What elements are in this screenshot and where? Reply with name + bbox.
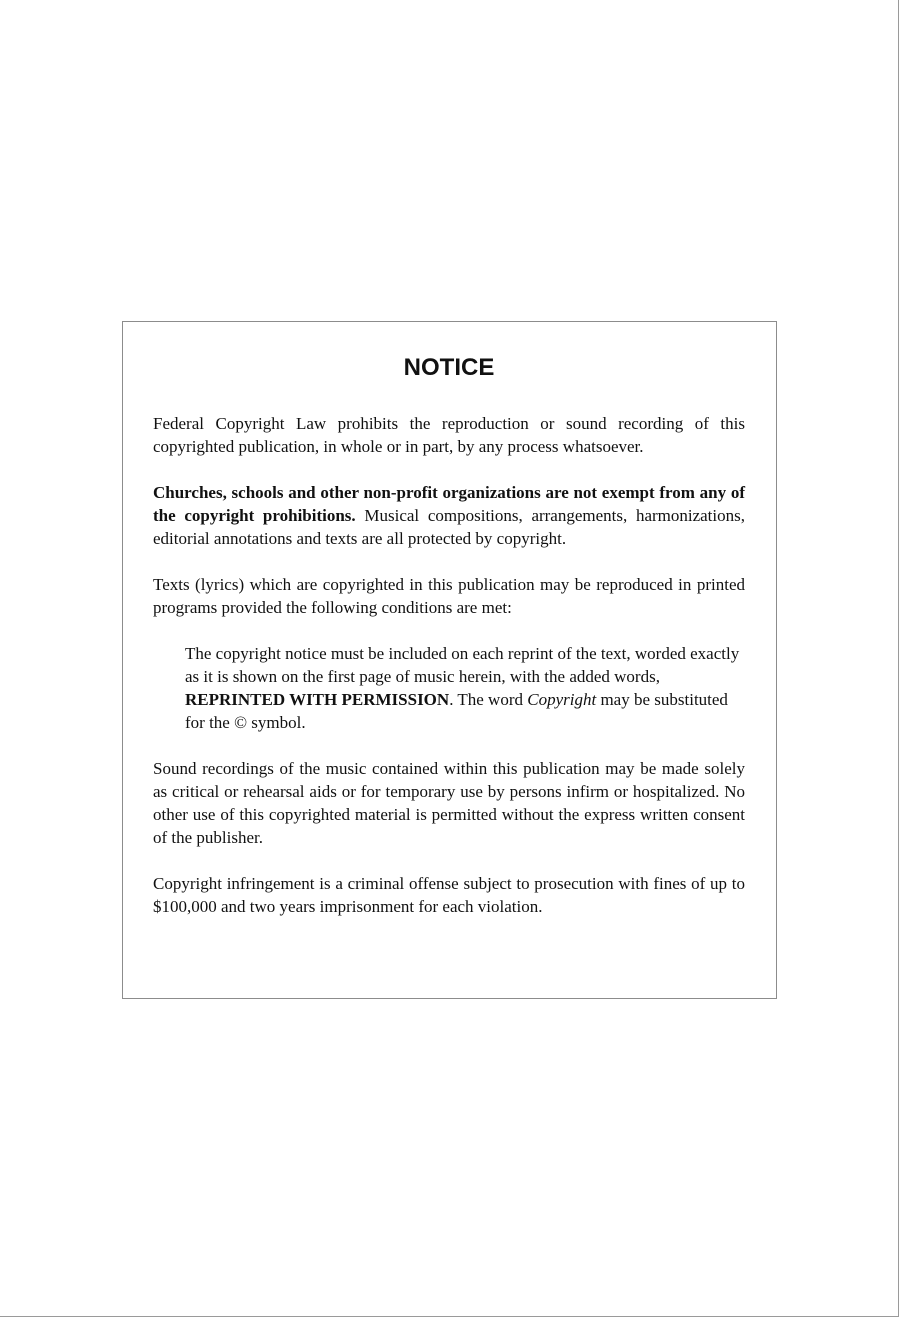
paragraph-not-exempt: [153, 481, 745, 550]
copyright-word-italic: Copyright: [527, 690, 597, 709]
paragraph-reprint-condition: [185, 642, 745, 734]
reprinted-with-permission-text: REPRINTED WITH PERMISSION: [185, 690, 450, 709]
paragraph-lyrics-conditions: Texts (lyrics) which are copyrighted in this publication may be reproduced in printed programs provided the following conditions are met:: [153, 575, 745, 617]
paragraph-infringement: Copyright infringement is a criminal offense subject to prosecution with fines of up to $100,000 and two years imprisonment for each violation.: [153, 874, 745, 916]
notice-box: [122, 321, 777, 999]
not-exempt-rest-text: Musical compositions, arrangements, harmonizations, editorial annotations and texts are all protected by copyright.: [153, 506, 745, 548]
not-exempt-bold-text: Churches, schools and other non-profit organizations are not exempt from any of the copyright prohibitions.: [153, 483, 745, 525]
paragraph-copyright-law: Federal Copyright Law prohibits the reproduction or sound recording of this copyrighted publication, in whole or in part, by any process whatsoever.: [153, 414, 745, 456]
paragraph-sound-recordings: Sound recordings of the music contained within this publication may be made solely as critical or rehearsal aids or for temporary use by persons infirm or hospitalized. No other use of this copyrighted material is permitted without the express written consent of the publisher.: [153, 759, 745, 847]
reprint-text-a: The copyright notice must be included on each reprint of the text, worded exactly as it is shown on the first page of music herein, with the added words,: [185, 644, 740, 686]
reprint-text-b: . The word: [449, 690, 528, 709]
notice-title: NOTICE: [403, 354, 495, 381]
reprint-text-c: may be substituted for the © symbol.: [185, 690, 728, 732]
